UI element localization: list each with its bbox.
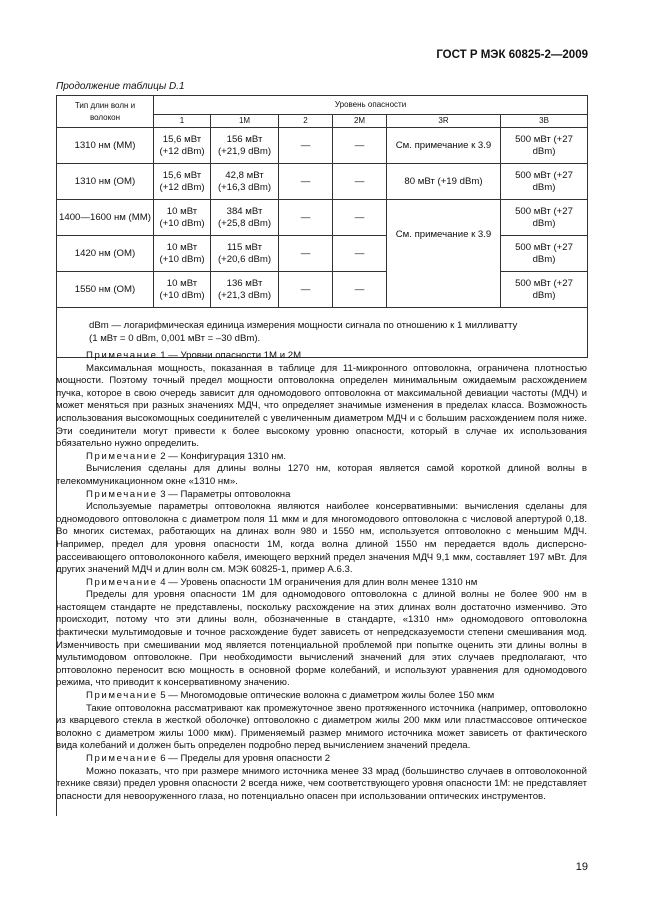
- page-number: 19: [575, 861, 588, 873]
- cell-level-2: —: [279, 128, 333, 164]
- cell-level-1: 10 мВт (+10 dBm): [154, 272, 211, 308]
- note-heading: [56, 451, 587, 464]
- cell-level-2: —: [279, 164, 333, 200]
- cell-level-3b: 500 мВт (+27 dBm): [501, 200, 588, 236]
- row-label: 1550 нм (ОМ): [57, 272, 154, 308]
- note-heading: [56, 690, 587, 703]
- notes-body: [56, 350, 587, 803]
- table-row: [57, 272, 588, 308]
- cell-level-1m: 156 мВт (+21,9 dBm): [211, 128, 279, 164]
- cell-level-1m: 384 мВт (+25,8 dBm): [211, 200, 279, 236]
- level-1: 1: [154, 115, 211, 128]
- note-title: 4 — Уровень опасности 1М ограничения для длин волн менее 1310 нм: [157, 576, 478, 588]
- row-label: 1310 нм (ОМ): [57, 164, 154, 200]
- note-label: Примечание: [86, 488, 158, 500]
- row-label: 1310 нм (ММ): [57, 128, 154, 164]
- level-1m: 1M: [211, 115, 279, 128]
- row-label: 1420 нм (ОМ): [57, 236, 154, 272]
- table-caption: Продолжение таблицы D.1: [56, 81, 185, 92]
- cell-level-1: 10 мВт (+10 dBm): [154, 236, 211, 272]
- cell-level-2m: —: [333, 236, 387, 272]
- cell-level-3b: 500 мВт (+27 dBm): [501, 164, 588, 200]
- note-label: Примечание: [86, 576, 158, 588]
- cell-level-1: 10 мВт (+10 dBm): [154, 200, 211, 236]
- cell-level-2m: —: [333, 200, 387, 236]
- header-hazard-level: Уровень опасности: [154, 96, 588, 115]
- cell-level-2: —: [279, 200, 333, 236]
- note-label: Примечание: [86, 753, 158, 764]
- table-row: [57, 128, 588, 164]
- note-heading: [56, 350, 587, 363]
- note-title: 6 — Пределы для уровня опасности 2: [157, 753, 331, 764]
- table-note-line: dBm — логарифмическая единица измерения мощности сигнала по отношению к 1 милливатту: [89, 320, 518, 331]
- hazard-level-table: [56, 95, 588, 358]
- cell-level-3r: 80 мВт (+19 dBm): [387, 164, 501, 200]
- note-label: Примечание: [86, 690, 158, 702]
- cell-level-2m: —: [333, 164, 387, 200]
- note-heading: [56, 753, 587, 766]
- cell-level-2: —: [279, 236, 333, 272]
- note-paragraph: Пределы для уровня опасности 1М для одномодового оптоволокна с длиной волны не более 900 нм в настоящем стандарте не представлены, поскольку расхождение на этих длинах волн достаточно изменчиво. Это происходит, потому что эти длины волн, обозначенные в стандарте, «1310 нм» одномодового оптоволокна фактически мультимодовые и точное расхождение будет зависеть от непредсказуемости степени смешивания мод. Изменчивость при смешивании мод является потенциальной проблемой при попытке оценить эти длины волны в мультимодовом оптоволокне. При необходимости вычислений значений для этих случаев предполагают, что оптоволокно переносит всю мощность в основной форме колебаний, и используют уравнения для одномодового режима, что приводит к консервативному значению.: [56, 589, 587, 689]
- table-note-line: (1 мВт = 0 dBm, 0,001 мВт = –30 dBm).: [89, 333, 261, 344]
- document-header: ГОСТ Р МЭК 60825-2—2009: [436, 49, 588, 61]
- row-label: 1400—1600 нм (ММ): [57, 200, 154, 236]
- table-row: [57, 200, 588, 236]
- header-fiber-type: Тип длин волн и волокон: [57, 96, 154, 128]
- note-title: 3 — Параметры оптоволокна: [157, 488, 291, 500]
- note-title: 1 — Уровни опасности 1М и 2М: [157, 350, 302, 361]
- cell-level-1m: 42,8 мВт (+16,3 dBm): [211, 164, 279, 200]
- cell-level-2: —: [279, 272, 333, 308]
- cell-level-3b: 500 мВт (+27 dBm): [501, 236, 588, 272]
- note-paragraph: Можно показать, что при размере мнимого источника менее 33 мрад (большинство случаев в оптоволоконной технике связи) предел уровня опасности 2 всегда ниже, чем соответствующего уровня опасности 1М: не представляет опасности для невооруженного глаза, но потенциально опасен при использовании оптических инструментов.: [56, 765, 587, 802]
- note-paragraph: Используемые параметры оптоволокна являются наиболее консервативными: вычисления сделаны для одномодового оптоволокна с диаметром поля 11 мкм и для многомодового оптоволокна с числовой апертурой 0,18. Во многих системах, работающих на длинах волн 980 и 1550 нм, используется оптоволокно с меньшим МДЧ. Например, предел для уровня опасности 1М, когда волна длиной 1550 нм передается вдоль дисперсно-рассеивающего оптоволоконного кабеля, имеющего верхний предел значения МДЧ 9,1 мкм, составляет 197 мВт. Для других значений МДЧ и длин волн см. МЭК 60825-1, пример А.6.3.: [56, 501, 587, 576]
- note-paragraph: Вычисления сделаны для длины волны 1270 нм, которая является самой короткой длиной волны в телекоммуникационном окне «1310 нм».: [56, 463, 587, 487]
- level-2m: 2M: [333, 115, 387, 128]
- note-paragraph: Максимальная мощность, показанная в таблице для 11-микронного оптоволокна, ограничена плотностью мощности. Поэтому точный предел мощности оптоволокна определен минимальным ожидаемым расхождением пучка, которое в свою очередь зависит для одномодового оптоволокна от максимальной девиации частоты (МДЧ) и может меняться при разных значениях МДЧ, что определяет значимые изменения в пределах класса. Возможность использования высокомощных соединителей с увеличенным диаметром МДЧ и с большим расхождением поля ниже. Эти соединители могут привести к более высокому уровню опасности, который в случае их использования обязательно нужно определить.: [56, 362, 587, 450]
- note-label: Примечание: [86, 350, 158, 361]
- level-2: 2: [279, 115, 333, 128]
- cell-level-2m: —: [333, 128, 387, 164]
- note-title: 5 — Многомодовые оптические волокна с диаметром жилы более 150 мкм: [157, 690, 495, 702]
- note-heading: [56, 489, 587, 502]
- table-row: [57, 236, 588, 272]
- cell-level-3b: 500 мВт (+27 dBm): [501, 272, 588, 308]
- table-row: [57, 164, 588, 200]
- note-label: Примечание: [86, 450, 158, 462]
- note-heading: [56, 577, 587, 590]
- cell-level-2m: —: [333, 272, 387, 308]
- note-paragraph: Такие оптоволокна рассматривают как промежуточное звено протяженного источника (например, оптоволокно из кварцевого стекла в жесткой оболочке) оптоволокно с диаметром жилы 200 мкм или пластмассовое оптическое волокно с диаметром жилы 1000 мкм). Применяемый размер мнимого источника может зависеть от фактического вида колебаний и должен быть определен подробно перед вычислением значений предела.: [56, 702, 587, 752]
- cell-level-1m: 115 мВт (+20,6 dBm): [211, 236, 279, 272]
- cell-level-3r: См. примечание к 3.9: [387, 128, 501, 164]
- level-3b: 3B: [501, 115, 588, 128]
- cell-level-1: 15,6 мВт (+12 dBm): [154, 128, 211, 164]
- note-title: 2 — Конфигурация 1310 нм.: [157, 450, 287, 462]
- cell-level-3r-merged: См. примечание к 3.9: [387, 200, 501, 308]
- level-3r: 3R: [387, 115, 501, 128]
- cell-level-3b: 500 мВт (+27 dBm): [501, 128, 588, 164]
- cell-level-1m: 136 мВт (+21,3 dBm): [211, 272, 279, 308]
- cell-level-1: 15,6 мВт (+12 dBm): [154, 164, 211, 200]
